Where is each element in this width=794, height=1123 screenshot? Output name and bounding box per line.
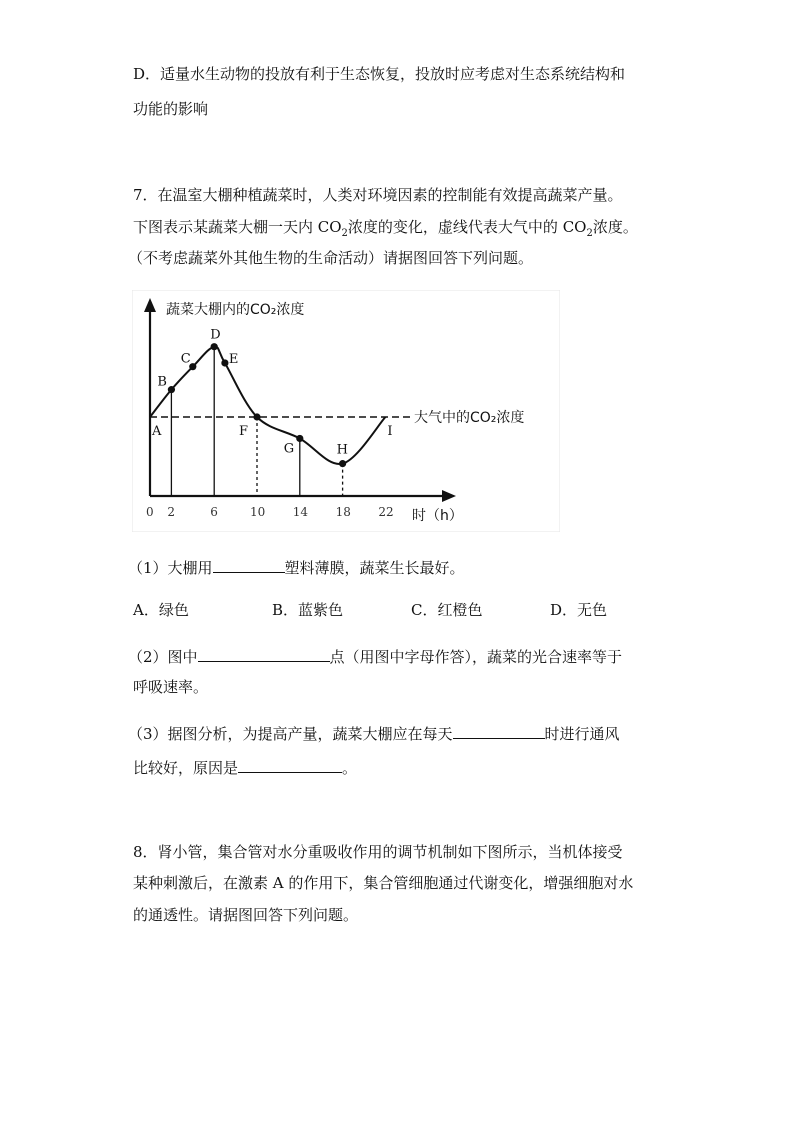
q7-sub3-answer-blank[interactable] [453,722,545,739]
co2-subscript: 2 [586,228,593,239]
point-d [211,343,218,350]
q7-option-c[interactable]: C．红橙色 [411,601,483,619]
q7-sub2-answer-blank[interactable] [198,645,330,662]
q8-line1: 8．肾小管，集合管对水分重吸收作用的调节机制如下图所示，当机体接受 [133,843,623,861]
reference-line-label: 大气中的CO₂浓度 [414,410,525,426]
q8-line3: 的通透性。请据图回答下列问题。 [133,906,359,924]
q7-stem-line2-a: 下图表示某蔬菜大棚一天内 CO [133,218,342,236]
point-label-a: A [152,424,162,439]
q7-sub1-prefix: （1）大棚用 [128,559,213,577]
q6-option-d-line1: D．适量水生动物的投放有利于生态恢复，投放时应考虑对生态系统结构和 [133,65,626,83]
x-tick-label: 6 [210,505,218,519]
chart-svg [132,290,560,532]
q7-stem-line2-b: 浓度的变化，虚线代表大气中的 CO [347,218,587,236]
point-label-f: F [239,424,249,439]
x-axis-label: 时（h） [412,508,463,524]
q7-sub3-suffix: 时进行通风 [544,725,620,743]
q7-sub2 [128,645,622,667]
q7-sub3 [128,722,620,744]
q7-sub1-suffix: 塑料薄膜，蔬菜生长最好。 [284,559,465,577]
q7-stem-line2-c: 浓度。 [592,218,638,236]
y-axis-label: 蔬菜大棚内的CO₂浓度 [166,302,305,318]
q6-option-d-line2: 功能的影响 [133,100,209,118]
q7-sub3-prefix: （3）据图分析，为提高产量，蔬菜大棚应在每天 [128,725,453,743]
q7-option-b[interactable]: B．蓝紫色 [272,601,344,619]
q7-sub2-prefix: （2）图中 [128,648,198,666]
q7-stem-line3: （不考虑蔬菜外其他生物的生命活动）请据图回答下列问题。 [128,249,534,267]
q7-sub3-line2-suffix: 。 [342,759,358,777]
point-label-i: I [387,424,393,439]
x-tick-label: 14 [292,505,309,519]
q8-line2: 某种刺激后，在激素 A 的作用下，集合管细胞通过代谢变化，增强细胞对水 [133,874,634,892]
point-g [296,435,303,442]
q7-sub3-line2 [133,756,357,778]
q7-sub2-line2: 呼吸速率。 [133,678,209,696]
q7-stem-line1: 7．在温室大棚种植蔬菜时，人类对环境因素的控制能有效提高蔬菜产量。 [133,186,623,204]
point-label-e: E [228,351,239,367]
x-tick-label: 10 [250,505,266,519]
q7-option-a[interactable]: A．绿色 [133,601,189,619]
q7-sub1-answer-blank[interactable] [213,556,285,573]
point-h [339,460,346,467]
x-tick-label: 2 [167,505,176,519]
co2-concentration-chart [132,290,560,532]
point-label-c: C [180,351,191,367]
x-tick-label: 22 [378,505,394,519]
x-tick-label: 0 [146,505,154,519]
point-f [253,413,260,420]
point-label-b: B [157,374,167,390]
point-label-g: G [283,441,295,457]
q7-sub2-suffix: 点（用图中字母作答），蔬菜的光合速率等于 [329,648,623,666]
q7-stem-line2 [133,217,638,244]
q7-sub3-line2-prefix: 比较好，原因是 [133,759,239,777]
q7-sub1 [128,556,465,578]
co2-subscript: 2 [341,228,348,239]
point-label-h: H [336,442,348,458]
point-e [221,359,228,366]
x-tick-label: 18 [335,505,351,519]
q7-option-d[interactable]: D．无色 [550,601,608,619]
point-label-d: D [210,327,221,343]
q7-sub3-reason-blank[interactable] [238,756,342,773]
point-b [168,386,175,393]
